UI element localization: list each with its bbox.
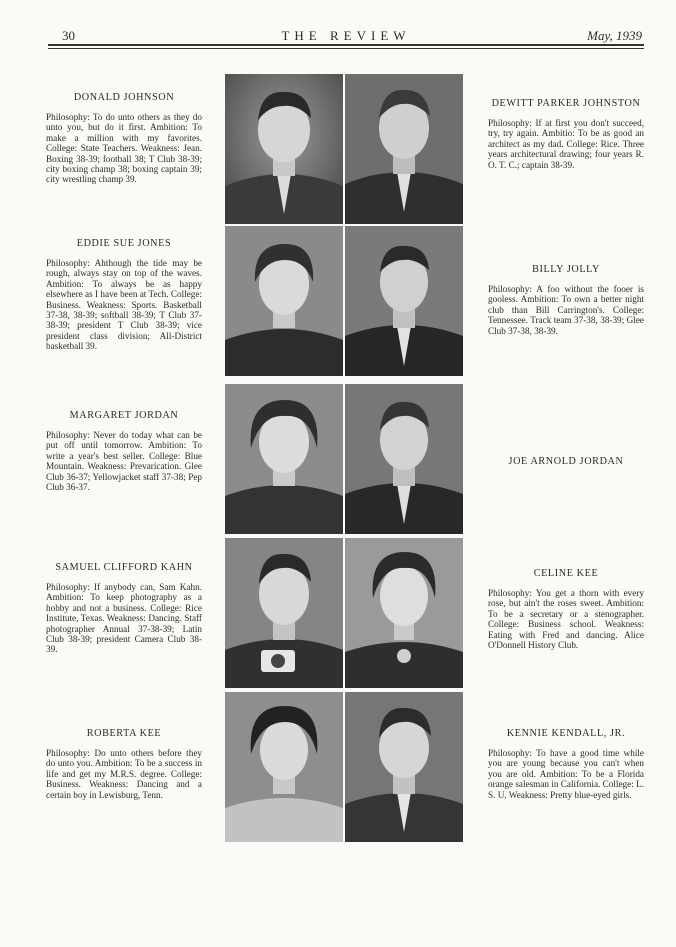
- student-bio: Philosophy: If anybody can, Sam Kahn. Ambition: To keep photography as a hobby and not a business. College: Rice Institute, Texas. Weakness: Dancing. Staff photographer Annual 37-38-39; Latin Club 38-39; president Camera Club 38-39.: [46, 582, 202, 655]
- student-bio: Philosophy: To do unto others as they do unto you, but do it first. Ambition: To make a million with my favorites. College: State Teachers. Weakness: Jean. Boxing 38-39; football 38; T Club 38-39; city boxing champ 38; boxing captain 39; city wrestling champ 39.: [46, 112, 202, 185]
- student-name: MARGARET JORDAN: [69, 410, 179, 421]
- student-name: BILLY JOLLY: [532, 264, 600, 275]
- student-bio: Philosophy: If at first you don't succeed, try, try again. Ambitio: To be as good an architect as my dad. College: Rice. Three years architectural drawing; four years R. O. T. C.; captain 38-39.: [488, 118, 644, 170]
- portrait-photo: [225, 74, 343, 224]
- entry-right-3: [488, 456, 644, 476]
- portrait-photo: [225, 384, 343, 534]
- student-bio: Philosophy: Do unto others before they do unto you. Ambition: To be a success in life and get my M.R.S. degree. College: Business. Weakness: Dancing and a certain boy in Lewisburg, Tenn.: [46, 748, 202, 800]
- portrait-photo: [345, 538, 463, 688]
- student-bio: Philosophy: Ahthough the tide may be rough, always stay on top of the waves. Ambition: To always be as happy elsewhere as I have been at Tech. College: Business. Weakness: Sports. Basketball 37-38, 38-39; softball 38-39; T Club 37-38-39; president T Club 38-39; vice president class division; All-District basketball 39.: [46, 258, 202, 352]
- entry-left-3: [46, 410, 202, 492]
- portrait-photo: [225, 538, 343, 688]
- student-name: KENNIE KENDALL, JR.: [506, 728, 626, 739]
- student-name: EDDIE SUE JONES: [76, 238, 172, 249]
- student-name: SAMUEL CLIFFORD KAHN: [55, 562, 193, 573]
- entry-right-5: [488, 728, 644, 800]
- entry-left-5: [46, 728, 202, 800]
- portrait-photo: [225, 226, 343, 376]
- entry-right-2: [488, 264, 644, 336]
- student-bio: Philosophy: A foo without the fooer is gooless. Ambition: To own a better night club than Bill Carrington's. College: Tennessee. Track team 37-38, 38-39; Glee Club 37-38, 38-39.: [488, 284, 644, 336]
- student-bio: Philosophy: To have a good time while you are young because you can't when you are old. Ambition: To be a Florida orange salesman in California. College: L. S. U. Weakness: Pretty blue-eyed girls.: [488, 748, 644, 800]
- student-bio: Philosophy: You get a thorn with every rose, but ain't the roses sweet. Ambition: To be a secretary or a stenographer. College: Business school. Weakness: Eating with Fred and dancing. Alice O'Donnell History Club.: [488, 588, 644, 651]
- student-bio: Philosophy: Never do today what can be put off until tomorrow. Ambition: To write a year's best seller. College: Blue Mountain. Weakness: Prevarication. Glee Club 36-37; Yellowjacket staff 37-38; Pep Club 36-37.: [46, 430, 202, 493]
- header-rule-thin: [48, 48, 644, 49]
- student-name: JOE ARNOLD JORDAN: [508, 456, 624, 467]
- page-number: 30: [62, 28, 75, 43]
- entry-right-1: [488, 98, 644, 170]
- entry-left-2: [46, 238, 202, 352]
- portrait-photo: [345, 692, 463, 842]
- portrait-photo: [225, 692, 343, 842]
- portrait-photo: [345, 226, 463, 376]
- student-name: ROBERTA KEE: [86, 728, 162, 739]
- entry-left-1: [46, 92, 202, 185]
- portrait-photo: [345, 74, 463, 224]
- portrait-photo: [345, 384, 463, 534]
- student-name: CELINE KEE: [533, 568, 599, 579]
- student-name: DONALD JOHNSON: [73, 92, 175, 103]
- issue-date: May, 1939: [587, 28, 642, 43]
- header-rule-thick: [48, 44, 644, 46]
- entry-right-4: [488, 568, 644, 650]
- entry-left-4: [46, 562, 202, 655]
- student-name: DEWITT PARKER JOHNSTON: [491, 98, 641, 109]
- publication-title: THE REVIEW: [281, 28, 411, 43]
